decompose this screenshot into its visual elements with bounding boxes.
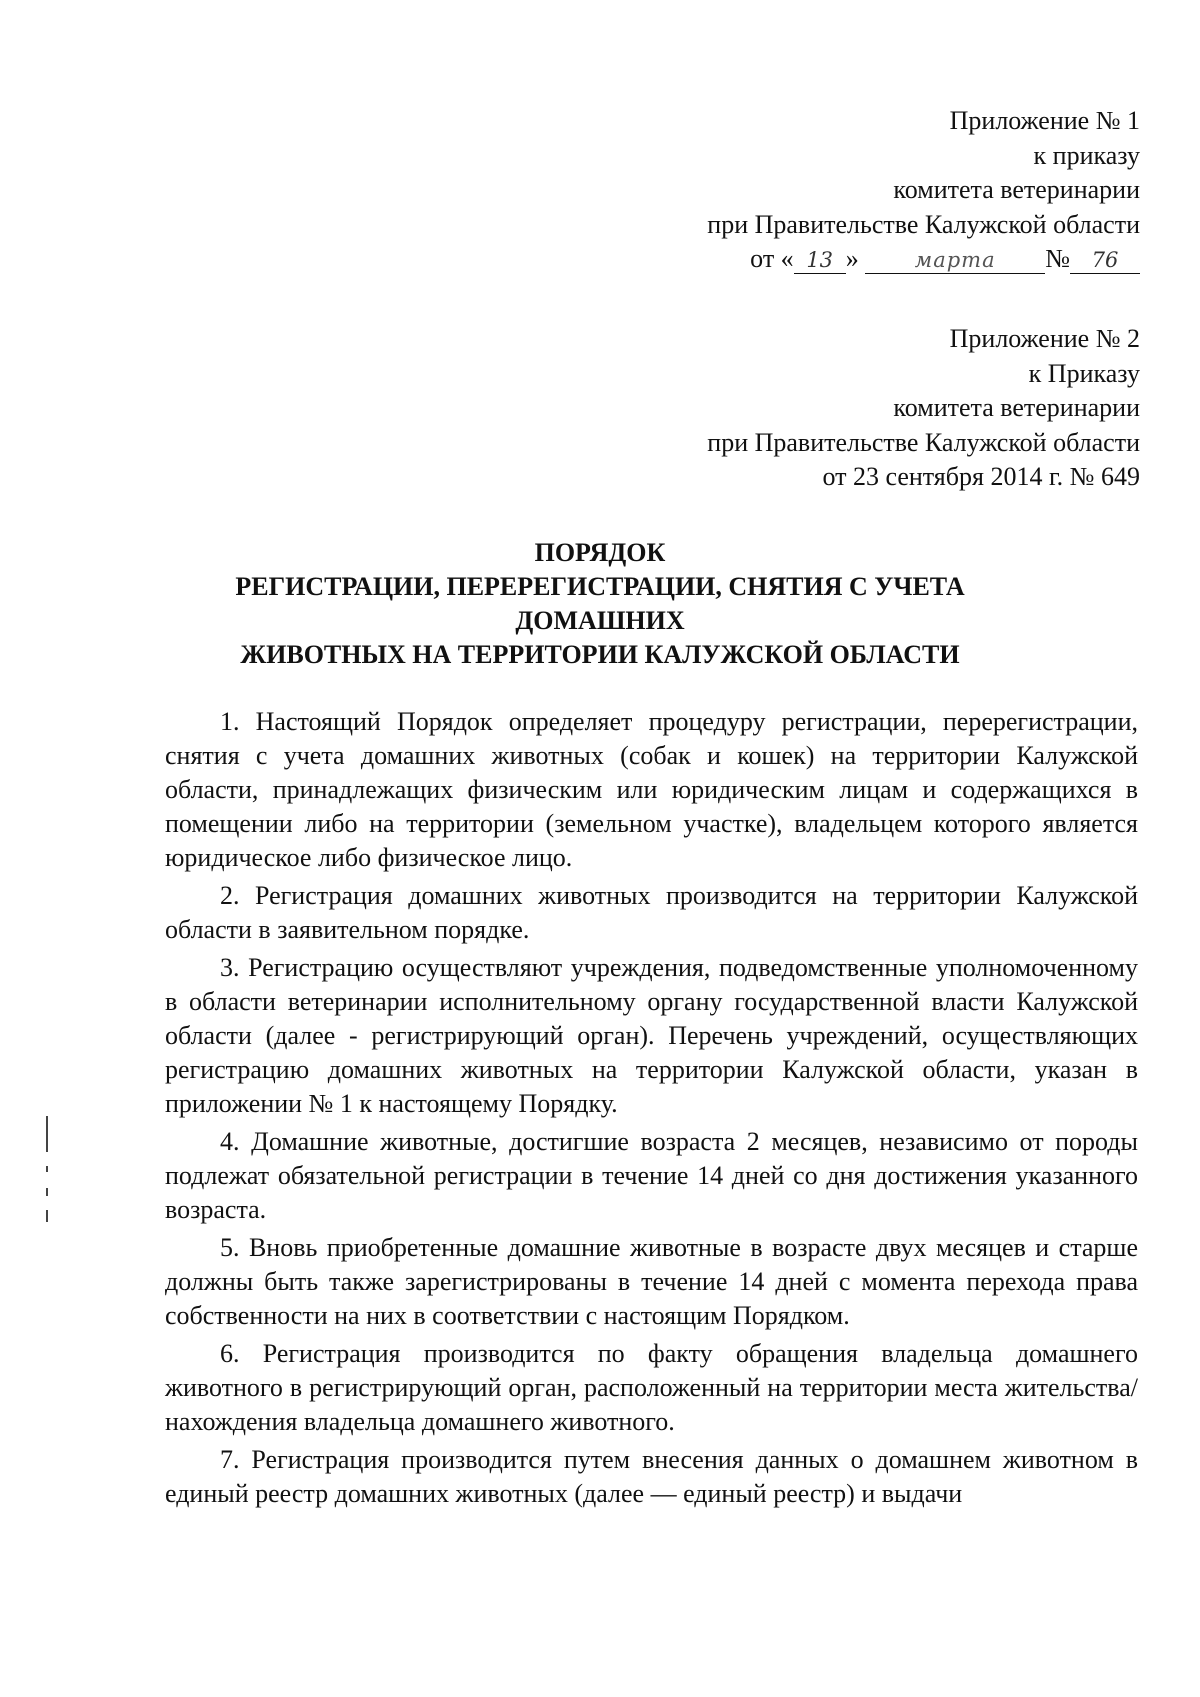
number-label: № <box>1045 244 1070 273</box>
paragraph-1: 1. Настоящий Порядок определяет процедуру регистрации, перерегистрации, снятия с учета домашних животных (собак и кошек) на территории Калужской области, принадлежащих физическим или юридическим лицам и содержащихся в помещении либо на территории (земельном участке), владельцем которого является юридическое либо физическое лицо. <box>165 707 1138 872</box>
paragraph-6: 6. Регистрация производится по факту обращения владельца домашнего животного в регистрирующий орган, расположенный на территории места жительства/нахождения владельца домашнего животного. <box>165 1339 1138 1436</box>
appendix-1-header <box>707 104 1140 277</box>
handwritten-number: 76 <box>1070 247 1140 274</box>
appendix-1-line-2: к приказу <box>1033 140 1140 170</box>
paragraph-5: 5. Вновь приобретенные домашние животные в возрасте двух месяцев и старше должны быть также зарегистрированы в течение 14 дней с момента перехода права собственности на них в соответствии с настоящим Порядком. <box>165 1233 1138 1330</box>
title-line-2: РЕГИСТРАЦИИ, ПЕРЕРЕГИСТРАЦИИ, СНЯТИЯ С УЧЕТА ДОМАШНИХ <box>235 572 965 635</box>
appendix-2-line-4: при Правительстве Калужской области <box>707 427 1140 457</box>
appendix-2-header <box>707 322 1140 495</box>
appendix-2-line-5: от 23 сентября 2014 г. № 649 <box>822 462 1140 491</box>
paragraph-3: 3. Регистрацию осуществляют учреждения, подведомственные уполномоченному в области ветеринарии исполнительному органу государственной власти Калужской области (далее - регистрирующий орган). Перечень учреждений, осуществляющих регистрацию домашних животных на территории Калужской области, указан в приложении № 1 к настоящему Порядку. <box>165 953 1138 1118</box>
appendix-2-line-3: комитета ветеринарии <box>893 393 1140 422</box>
date-prefix: от « <box>750 244 794 273</box>
document-title <box>150 536 1050 672</box>
title-line-3: ЖИВОТНЫХ НА ТЕРРИТОРИИ КАЛУЖСКОЙ ОБЛАСТИ <box>240 640 960 669</box>
document-body <box>165 705 1138 1515</box>
appendix-2-line-1: Приложение № 2 <box>949 324 1140 353</box>
handwritten-month: марта <box>865 247 1045 274</box>
appendix-1-line-4: при Правительстве Калужской области <box>707 209 1140 239</box>
appendix-1-line-1: Приложение № 1 <box>949 106 1140 135</box>
paragraph-4: 4. Домашние животные, достигшие возраста 2 месяцев, независимо от породы подлежат обязательной регистрации в течение 14 дней со дня достижения указанного возраста. <box>165 1127 1138 1224</box>
scan-margin-marks <box>46 1116 50 1226</box>
appendix-2-line-2: к Приказу <box>1028 358 1140 388</box>
date-mid: » <box>845 244 859 273</box>
title-line-1: ПОРЯДОК <box>534 538 666 567</box>
paragraph-7: 7. Регистрация производится путем внесения данных о домашнем животном в единый реестр домашних животных (далее — единый реестр) и выдачи <box>165 1445 1138 1508</box>
appendix-1-line-3: комитета ветеринарии <box>893 175 1140 204</box>
paragraph-2: 2. Регистрация домашних животных производится на территории Калужской области в заявительном порядке. <box>165 881 1138 944</box>
appendix-1-date-line <box>707 242 1140 277</box>
handwritten-day: 13 <box>794 247 846 274</box>
